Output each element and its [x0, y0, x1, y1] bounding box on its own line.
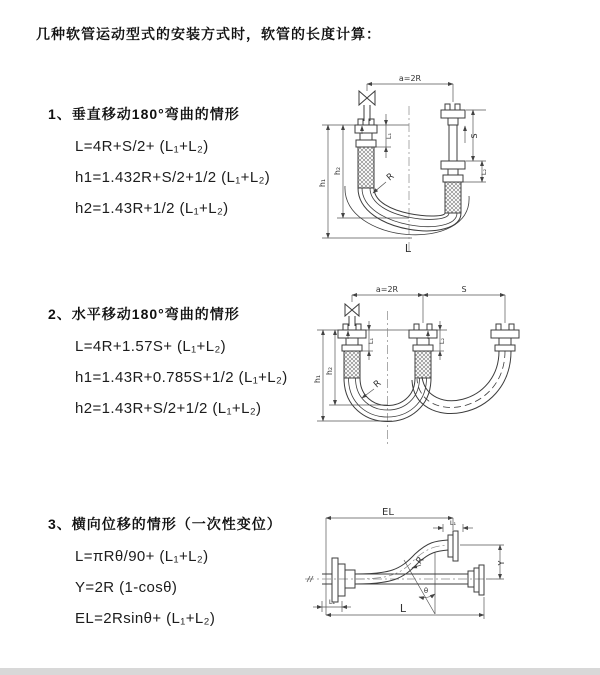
- label-h1: h₁: [318, 178, 327, 188]
- formula-line: L=4R+1.57S+ (L₁+L₂): [75, 338, 227, 355]
- label-l1-bottom: L₁: [328, 598, 336, 606]
- label-l: L: [399, 602, 407, 615]
- label-l: L: [404, 242, 412, 255]
- label-l1-top: L₁: [449, 519, 457, 527]
- section-heading: 2、水平移动180°弯曲的情形: [48, 306, 240, 322]
- formula-line: L=πRθ/90+ (L₁+L₂): [75, 548, 209, 565]
- label-r: R: [414, 555, 427, 567]
- diagram-lateral-displacement: [300, 502, 600, 660]
- radius-line: [404, 560, 435, 614]
- section-heading: 1、垂直移动180°弯曲的情形: [48, 106, 240, 122]
- section-vertical-movement: [48, 104, 270, 217]
- valve-icon: [345, 304, 359, 316]
- label-l2: L₂: [438, 337, 446, 345]
- braided-hose-section: [415, 351, 431, 378]
- flange: [448, 531, 458, 561]
- label-theta: θ: [423, 587, 429, 595]
- label-s: S: [470, 133, 479, 139]
- hose-s-curve: [355, 540, 448, 584]
- label-r: R: [385, 171, 397, 184]
- label-el: EL: [382, 507, 394, 518]
- flange: [468, 565, 484, 595]
- label-h2: h₂: [325, 366, 334, 376]
- braided-hose-section: [445, 182, 461, 213]
- label-l1: L₁: [367, 337, 375, 345]
- formula-line: EL=2Rsinθ+ (L₁+L₂): [75, 610, 216, 627]
- label-l1: L₁: [385, 132, 393, 140]
- flange: [355, 119, 377, 147]
- label-l2: L₂: [480, 168, 488, 176]
- section-horizontal-movement: [48, 304, 288, 417]
- page-title: 几种软管运动型式的安装方式时，软管的长度计算：: [36, 26, 381, 42]
- formula-line: Y=2R (1-cosθ): [75, 579, 178, 596]
- flange: [441, 161, 465, 182]
- formula-line: h1=1.43R+0.785S+1/2 (L₁+L₂): [75, 369, 288, 386]
- label-y: Y: [497, 560, 506, 566]
- label-s: S: [461, 285, 467, 294]
- label-h1: h₁: [313, 374, 322, 384]
- flange: [441, 104, 465, 125]
- label-h2: h₂: [333, 166, 342, 176]
- formula-line: L=4R+S/2+ (L₁+L₂): [75, 138, 209, 155]
- section-heading: 3、横向位移的情形（一次性变位）: [48, 516, 282, 532]
- diagram-horizontal-180-bend: [312, 283, 597, 458]
- formula-line: h2=1.43R+S/2+1/2 (L₁+L₂): [75, 400, 262, 417]
- label-a2r: a=2R: [398, 74, 422, 83]
- flange: [491, 324, 519, 351]
- section-lateral-displacement: [48, 514, 282, 627]
- radius-leader: [373, 182, 386, 193]
- label-r: R: [372, 378, 384, 391]
- valve-icon: [359, 91, 375, 105]
- flange: [322, 558, 355, 602]
- formula-line: h2=1.43R+1/2 (L₁+L₂): [75, 200, 229, 217]
- diagram-vertical-180-bend: [312, 68, 587, 264]
- braided-hose-section: [358, 147, 374, 188]
- page-edge-shadow: [0, 668, 600, 675]
- braided-hose-section: [344, 351, 360, 378]
- flange: [338, 324, 366, 351]
- formula-line: h1=1.432R+S/2+1/2 (L₁+L₂): [75, 169, 271, 186]
- label-a2r: a=2R: [375, 285, 399, 294]
- flange: [409, 324, 437, 351]
